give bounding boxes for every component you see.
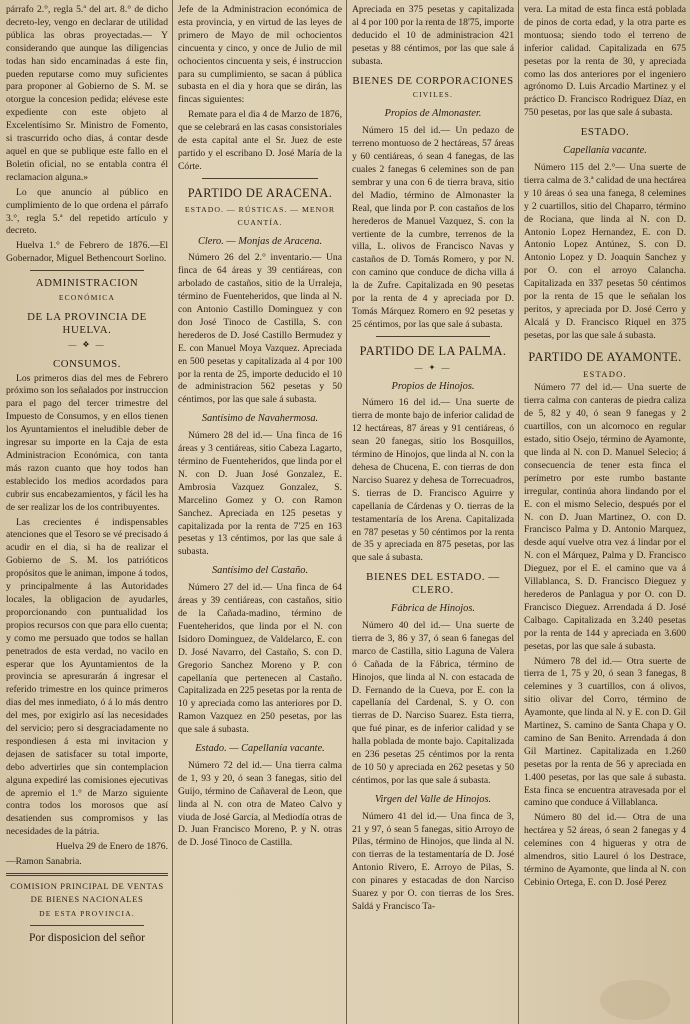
column-1	[0, 0, 172, 1024]
paragraph: Número 72 del id.— Una tierra calma de 1, 93 y 20, ó sean 3 fanegas, sitio del Guijo, término de Cañaveral de Leon, que linda al N. con otra de Mateo Calvo y viuda de José García, al Mediodía otras de D. Juan Francisco Moreno, P. y N. otras de D. José Tinoco de Castilla.	[178, 759, 342, 849]
paragraph: Número 78 del id.— Otra suerte de tierra de 1, 75 y 20, ó sean 3 fanegas, 8 celemines y 3 cuartillos, con á olivos, sitio olivar del Corro, término de Ayamonte, que linda al N. y E. con D. Gil Martinez, S. camino de Santa Chapa y O. camino de San Benito. Arrendada á don Gil Martinez. Capitalizada en 1.260 pesetas por la renta de 56 y apreciada en 1.400 pesetas, por las que sale á subasta. Esta finca se encuentra atravesada por el camino que conduce á Villablanca.	[524, 655, 686, 809]
paragraph: Apreciada en 375 pesetas y capitalizada al 4 por 100 por la renta de 18'75, importe deducido el 10 de administracion 421 pesetas y 88 céntimos, por las que sale á subasta.	[352, 4, 514, 67]
subsection-title: Clero. — Monjas de Aracena.	[197, 235, 323, 247]
paragraph: Las crecientes é indispensables atenciones que el Tesoro se vé precisado á acudir en el dia, si ha de realizar el Gobierno de S. M. los patrióticos propósitos que le animan, impone á todos, y principalmente á las Autoridades locales, la obligacion de ayudarles, proporcionando con puntualidad los propios recursos con que para ello cuenta; y como me persuado que todos se hallan penetrados de esta verdad, no vacilo en esperar que los Ayuntamientos de la provincia se apresurarán á ingresar el referido trimestre en los quince primeros dias del mes inmediato, ó á lo más dentro del mes, por exigirlo así las necesidades del servicio; pero si desgraciadamente no respondiesen á esta mi invitacion y dejasen de satisfacer su total importe, debo advertirles que sin contemplacion alguna expediré las comisiones ejecutivas de apremio el 1.° de Marzo siguiente contra todos los morosos que así desatienden sus compromisos y las necesidades de la pátria.	[6, 516, 169, 838]
paragraph: Número 26 del 2.° inventario.— Una finca de 64 áreas y 39 centiáreas, con arbolado de castaños, sitio de la Urraleja, término de Fuenteheridos, que linda al N. con Antonio Castillo Dominguez y con don José Tinoco de Castilla, S. con herederos de D. José Castillo Bermudez y E. con Manuel Moya Vazquez. Apreciada en 500 pesetas y capitalizada al 4 por 100 por la renta de 25, importe deducido el 10 de administracion 562 pesetas y 50 céntimos, por las que sale á subasta.	[178, 252, 342, 406]
subsection-title: Santísimo del Castaño.	[211, 565, 309, 577]
double-divider	[6, 873, 168, 876]
subsection-title: Capellanía vacante.	[563, 145, 647, 157]
paragraph: Remate para el dia 4 de Marzo de 1876, que se celebrará en las casas consistoriales de esta capital ante el Sr. Juez de este partido y el escribano D. José María de la Córte.	[178, 109, 342, 172]
section-heading: COMISION PRINCIPAL DE VENTAS DE BIENES NACIONALES	[10, 881, 164, 904]
paragraph: Número 15 del id.— Un pedazo de terreno montuoso de 2 hectáreas, 57 áreas y 60 centiáreas, ó sean 4 fanegas, de las cuales 2 fanegas 6 celemines son de pan sembrar y una con 6 de tierra brava, sitio del Madio, término de Almonaster la Real, que linda por P. con castaños de los herederos de Manuel Vazquez, S. con la vertiente de la cumbre, terrenos de la villa, L. olivos de Francisco Navas y castaños de D. Tomás Romero, y por N. con camino que conduce de dicha villa á la de Zufre. Capitalizada en 90 pesetas por la renta de 4 y apreciada por D. Tomás Márquez Romero en 92 pesetas y 25 céntimos, por las que sale á subasta.	[352, 125, 514, 330]
section-subheading: ESTADO. — RÚSTICAS. — MENOR CUANTÍA.	[184, 204, 336, 227]
subsection-title: Fábrica de Hinojos.	[391, 603, 475, 615]
paragraph: vera. La mitad de esta finca está poblada de pinos de corta edad, y la otra parte es montuosa; siendo todo el terreno de inferior calidad. Capitalizada en 675 pesetas por la renta de 30, y apreciada como las dos anteriores por el ingeniero agrónomo D. Luis Arcadio Martinez y el práctico D. Francisco Rodriguez Díaz, en 750 pesetas, por las que sale á subasta.	[524, 4, 686, 119]
section-heading: PARTIDO DE AYAMONTE.	[528, 349, 682, 364]
column-2	[172, 0, 346, 1024]
paragraph: Lo que anuncio al público en cumplimiento de lo que ordena el párrafo 3.°, regla 5.ª del repetido artículo y decreto.	[6, 186, 168, 237]
paragraph: Huelva 1.° de Febrero de 1876.—El Gobernador, Miguel Bethencourt Sorlino.	[6, 240, 168, 265]
subsection-title: Propios de Almonaster.	[384, 108, 482, 120]
paragraph: Número 115 del 2.°— Una suerte de tierra calma de 3.ª calidad de una hectárea y 10 áreas ó sea una fanega, 8 celemines y 2 cuartillos, sitio del Chaparro, término de Rociana, que linda al N. con D. Antonio Lopez Hernandez, E. con D. Antonio Lopez Antúnez, S. con D. Antonio Lopez y D. Joaquin Sanchez y por O. con el arroyo Calancha. Capitalizada en 337 pesetas 50 céntimos por la renta de 15 que le señalan los peritos, y apreciada por D. José Cerro y Alcalá y D. Francisco Riquel en 375 pesetas, por las que sale á subasta.	[524, 161, 686, 341]
subsection-title: Propios de Hinojos.	[391, 380, 475, 392]
paragraph: Número 16 del id.— Una suerte de tierra de monte bajo de inferior calidad de 12 hectáreas, 87 áreas y 91 centiáreas, ó sean 20 fanegas, sitio los Bosquillos, término de Hinojos, que linda al N. con la dehesa de Chucena, E. con tierras de don Narciso Suarez y dehesa de Torrecuadros, S. tierras de D. Francisco Aguirre y capellanía de Cárdenas y O. tierras de la testamentaría de los Arena. Capitalizada en 787 pesetas y 50 céntimos por la renta de 35 y apreciada en 875 pesetas, por las que sale á subasta.	[352, 397, 514, 564]
section-heading: BIENES DE CORPORACIONES	[352, 74, 514, 87]
paragraph: Jefe de la Administracion económica de esta provincia, y en virtud de las leyes de primero de Mayo de mil ochocientos cincuenta y cinco, y once de Julio de mil ochocientos cincuenta y seis, é instruccion para su cumplimiento, se sacan á pública subasta en el dia y hora que se dirán, las fincas siguientes:	[178, 4, 342, 106]
section-heading: PARTIDO DE ARACENA.	[187, 185, 333, 200]
paragraph: Número 40 del id.— Una suerte de tierra de 3, 86 y 37, ó sean 6 fanegas del marco de Castilla, sitio Laguna de Valera ó Cañada de la Fábrica, término de Hinojos, que linda al N. con estacada de D. Fernando de la Cueva, por E. con la capellanía del Cardenal, S. y O. con tierras de D. Narciso Suarez. Esta tierra, que fué pinar, es de inferior calidad y se halla poblada de monte bajo. Capitalizada en 236 pesetas 25 céntimos por la renta de 10 50 y apreciada en 262 pesetas y 50 céntimos, por las que sale á subasta.	[352, 619, 514, 786]
section-subheading: DE ESTA PROVINCIA.	[39, 908, 135, 918]
paragraph: Número 28 del id.— Una finca de 16 áreas y 3 centiáreas, sitio Cabeza Lagarto, término de Fuenteheridos, que linda por el N. con D. Juan José Gonzalez, E. Ambrosia Vazquez Gonzalez, S. Marcelino Gomez y O. con Ramon Sanchez. Apreciada en 125 pesetas y capitalizada por la renta de 7'25 en 163 pesetas y 13 céntimos, por las que sale á subasta.	[178, 430, 342, 558]
column-4	[518, 0, 690, 1024]
subsection-title: Santísimo de Navahermosa.	[201, 413, 319, 425]
divider	[30, 270, 144, 271]
section-subheading: CIVILES.	[412, 90, 454, 100]
section-heading: BIENES DEL ESTADO. — CLERO.	[366, 571, 500, 597]
signature-date: Huelva 29 de Enero de 1876.	[56, 841, 168, 853]
paragraph: párrafo 2.°, regla 5.ª del art. 8.° de dicho decreto-ley, vengo en declarar de utilidad pública las obras proyectadas.— Y considerando que aunque las diligencias todas han sido encaminadas á este fin, pueden reputarse como muy suficientes para proponer al Gobierno de S. M. se otorgue la concesion pedida; elévese este expediente con este objeto al Excelentísimo Sr. Ministro de Fomento, si trascurrido ocho dias, á contar desde aquel en que se publique este fallo en el Boletin oficial, no se entabla contra él reclamacion alguna.»	[6, 4, 168, 183]
section-heading: DE LA PROVINCIA DE HUELVA.	[27, 310, 147, 336]
section-subheading: ECONÓMICA	[58, 293, 116, 303]
column-3	[346, 0, 518, 1024]
signature-name: —Ramon Sanabria.	[6, 856, 82, 868]
divider	[30, 925, 144, 926]
paragraph: Número 80 del id.— Otra de una hectárea y 52 áreas, ó sean 2 fanegas y 4 celemines con 4 higueras y otra de almendros, sitio Laurel ó los Destrace, término de Ayamonte, que linda al N. con Cebinio Ortega, E. con D. José Perez	[524, 812, 686, 888]
section-heading: CONSUMOS.	[52, 357, 122, 370]
section-heading: ADMINISTRACION	[35, 277, 139, 290]
subsection-title: Estado. — Capellanía vacante.	[195, 743, 325, 755]
section-heading: ESTADO.	[580, 126, 630, 139]
paragraph: Número 27 del id.— Una finca de 64 áreas y 39 centiáreas, con castaños, sitio de la Cañada-madino, término de Fuenteheridos, que linda por el N. con Isidoro Dominguez, de Valdelarco, E. con D. José Navarro, del Castaño, S. con D. Gregorio Sanchez Moreno y P. con capellanía que pertenecen al Castaño. Capitalizada en 225 pesetas por la renta de 10 y apreciada como las anteriores por D. Ramon Vazquez en 250 pesetas, por las que sale á subasta.	[178, 582, 342, 736]
paragraph: Número 41 del id.— Una finca de 3, 21 y 97, ó sean 5 fanegas, sitio Arroyo de Pilas, término de Hinojos, que linda al N. con tierras de la testamentaría de D. José Antonio Rivero, E. Arroyo de Pilas, S. con pinares y estacadas de don Narciso Suarez y por O. con tierras de los Sres. Saldá y Francisco Ta-	[352, 810, 514, 912]
ornament: — ❖ —	[68, 339, 106, 349]
section-heading: PARTIDO DE LA PALMA.	[359, 343, 507, 358]
divider	[376, 336, 490, 337]
paragraph-start: Por disposicion del señor	[29, 931, 145, 944]
paragraph: Los primeros dias del mes de Febrero próximo son los señalados por instruccion para el pago del tercer trimestre del Impuesto de Consumos, y en ellos tienen los Ayuntamientos el ineludible deber de ingresar su importe en la Caja de esta Administracion Económica, con tanta más razon cuanto que hoy todos han establecido los medios acordados para cubrir sus encabezamientos, y fácil les ha de ser realizar los de los contribuyentes.	[6, 372, 168, 513]
divider	[202, 178, 318, 179]
ornament: — ✦ —	[414, 362, 452, 372]
section-subheading: ESTADO.	[583, 368, 627, 379]
subsection-title: Virgen del Valle de Hinojos.	[374, 793, 492, 805]
paragraph: Número 77 del id.— Una suerte de tierra calma con canteras de piedra caliza de 5, 82 y 40, ó sean 9 fanegas y 2 cuartillos, con un alcornoco en regular estado, sitio Osejo, término de Ayamonte, que linda al N. con D. Manuel Selecio; á consecuencia de tener esta finca el perímetro por este rumbo bastante irregular, continúa ahora lindando por el E. con el mismo Selecio, después por el N. con D. Juan Martinez, O. con D. Francisco Palma y D. Antonio Marquez, desde aquí vuelve otra vez á lindar por el N. con el Márquez, Palma y D. Francisco Dieguez, por el E. el camino que va á Villablanca, S. D. Francisco Dieguez y herederos de Panlagua y por O. con D. Francisco Dieguez. Arrendada á D. José Calbago. Capitalizada en 3.240 pesetas por la renta de 144 y apreciada en 3.600 pesetas, por las que sale á subasta.	[524, 382, 686, 652]
